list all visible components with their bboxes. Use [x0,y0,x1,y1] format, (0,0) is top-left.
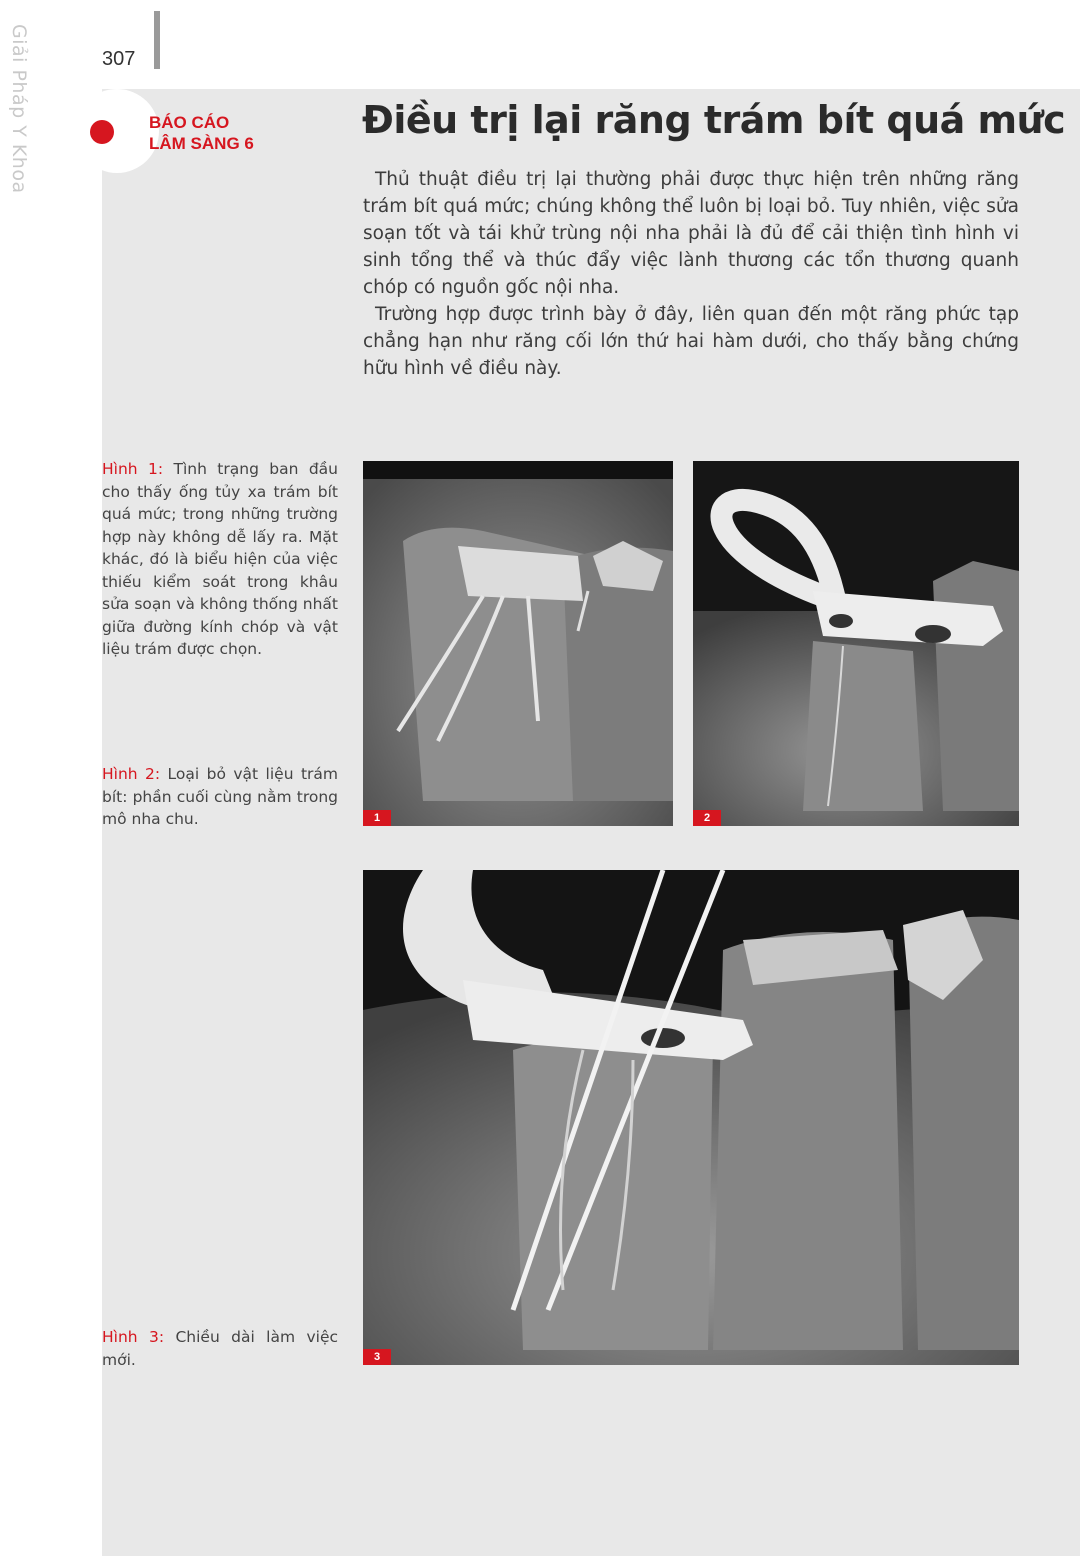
figure-3-caption-label: Hình 3: [102,1328,165,1346]
figure-1-xray-image [363,461,673,826]
intro-text [363,166,1019,382]
figure-1-caption-label: Hình 1: [102,460,164,478]
figure-3-number: 3 [363,1349,391,1365]
intro-paragraph-1: Thủ thuật điều trị lại thường phải được thực hiện trên những răng trám bít quá mức; chúng không thể luôn bị loại bỏ. Tuy nhiên, việc sửa soạn tốt và tái khử trùng nội nha phải là đủ để cải thiện tình hình vi sinh tổng thể và thúc đẩy việc lành thương các tổn thương quanh chóp có nguồn gốc nội nha. [363,169,1019,298]
figure-2-caption-label: Hình 2: [102,765,161,783]
intro-paragraph-2: Trường hợp được trình bày ở đây, liên quan đến một răng phức tạp chẳng hạn như răng cối lớn thứ hai hàm dưới, cho thấy bằng chứng hữu hình về điều này. [363,304,1019,379]
red-dot-icon [90,120,114,144]
page-number-bar [154,11,160,69]
page-number: 307 [102,48,136,70]
figure-2-xray [693,461,1019,826]
section-badge [75,89,159,173]
figure-2-caption-text: Loại bỏ vật liệu trám bít: phần cuối cùng nằm trong mô nha chu. [102,765,338,828]
figure-1-caption [102,458,338,661]
section-label-line1: BÁO CÁO [149,113,230,132]
section-label [149,112,309,154]
figure-3-xray [363,870,1019,1365]
figure-1-caption-text: Tình trạng ban đầu cho thấy ống tủy xa trám bít quá mức; trong những trường hợp này không dễ lấy ra. Mặt khác, đó là biểu hiện của việc thiếu kiểm soát trong khâu sửa soạn và không thống nhất giữa đường kính chóp và vật liệu trám được chọn. [102,460,339,658]
section-label-line2: LÂM SÀNG 6 [149,134,254,153]
article-title: Điều trị lại răng trám bít quá mức [362,98,1066,142]
figure-2-xray-image [693,461,1019,826]
figure-2-caption [102,763,338,831]
figure-2-number: 2 [693,810,721,826]
figure-3-xray-image [363,870,1019,1365]
figure-3-caption-text: Chiều dài làm việc mới. [102,1328,338,1369]
figure-1-xray [363,461,673,826]
figure-3-caption [102,1326,338,1371]
figure-1-number: 1 [363,810,391,826]
side-running-title: Giải Pháp Y Khoa [8,24,30,194]
